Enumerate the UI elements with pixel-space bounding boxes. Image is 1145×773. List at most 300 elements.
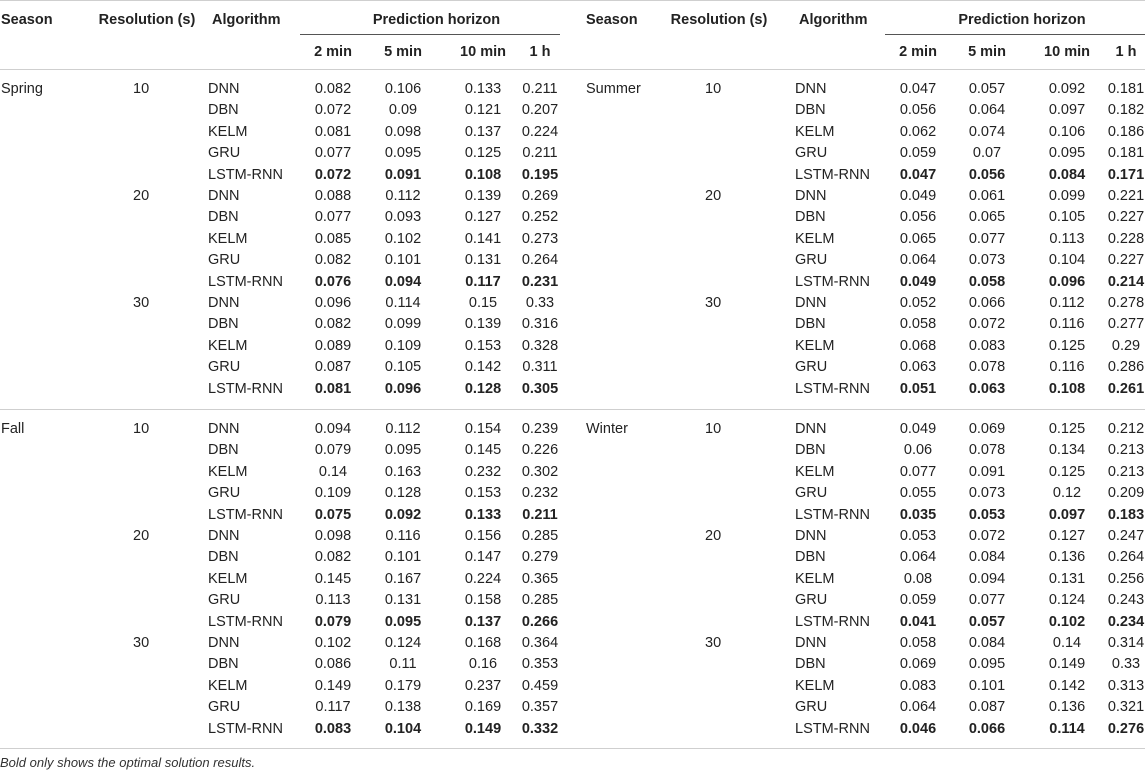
metric-value: 0.064	[899, 549, 937, 566]
metric-value: 0.064	[968, 102, 1006, 119]
metric-value: 0.183	[1107, 506, 1145, 523]
metric-value: 0.182	[1107, 102, 1145, 119]
metric-value: 0.049	[899, 421, 937, 437]
metric-value: 0.124	[1048, 592, 1086, 609]
metric-value: 0.237	[464, 677, 502, 694]
metric-value: 0.221	[1107, 188, 1145, 204]
resolution-value: 30	[705, 295, 722, 311]
metric-value: 0.302	[521, 463, 559, 480]
algorithm-name: DNN	[795, 421, 827, 437]
algorithm-name: KELM	[795, 677, 835, 694]
metric-value: 0.066	[968, 720, 1006, 737]
metric-value: 0.112	[1049, 295, 1085, 311]
algorithm-name: GRU	[795, 252, 828, 269]
metric-value: 0.285	[521, 528, 559, 544]
header-season: Season	[586, 12, 638, 28]
metric-value: 0.099	[384, 316, 422, 333]
metric-value: 0.231	[521, 273, 559, 290]
metric-value: 0.33	[525, 295, 555, 311]
metric-value: 0.353	[521, 656, 559, 673]
algorithm-name: LSTM-RNN	[795, 273, 870, 290]
metric-value: 0.186	[1107, 123, 1145, 140]
metric-value: 0.035	[899, 506, 937, 523]
metric-value: 0.153	[464, 337, 502, 354]
metric-value: 0.314	[1107, 635, 1145, 651]
metric-value: 0.211	[522, 145, 558, 162]
metric-value: 0.227	[1107, 209, 1145, 226]
metric-value: 0.079	[314, 442, 352, 459]
metric-value: 0.079	[314, 613, 352, 630]
metric-value: 0.16	[468, 656, 498, 673]
metric-value: 0.113	[315, 592, 351, 609]
metric-value: 0.077	[314, 209, 352, 226]
metric-value: 0.14	[1052, 635, 1082, 651]
algorithm-name: DBN	[795, 316, 826, 333]
metric-value: 0.131	[1048, 570, 1086, 587]
metric-value: 0.078	[968, 359, 1006, 376]
algorithm-name: GRU	[208, 359, 241, 376]
metric-value: 0.106	[384, 81, 422, 97]
algorithm-name: DNN	[208, 528, 240, 544]
metric-value: 0.104	[1048, 252, 1086, 269]
metric-value: 0.168	[464, 635, 502, 651]
algorithm-name: KELM	[208, 230, 248, 247]
metric-value: 0.138	[384, 699, 422, 716]
metric-value: 0.057	[968, 613, 1006, 630]
metric-value: 0.125	[464, 145, 502, 162]
metric-value: 0.252	[521, 209, 559, 226]
algorithm-name: DBN	[795, 209, 826, 226]
algorithm-name: LSTM-RNN	[208, 613, 283, 630]
metric-value: 0.134	[1048, 442, 1086, 459]
metric-value: 0.069	[899, 656, 937, 673]
header-resolution: Resolution (s)	[98, 12, 196, 28]
header-prediction-horizon: Prediction horizon	[958, 12, 1086, 28]
header-horizon: 5 min	[968, 44, 1006, 60]
header-horizon: 2 min	[899, 44, 937, 60]
algorithm-name: KELM	[795, 570, 835, 587]
algorithm-name: GRU	[795, 592, 828, 609]
metric-value: 0.061	[968, 188, 1006, 204]
metric-value: 0.224	[521, 123, 559, 140]
metric-value: 0.12	[1052, 485, 1082, 502]
algorithm-name: LSTM-RNN	[795, 380, 870, 397]
algorithm-name: LSTM-RNN	[208, 380, 283, 397]
header-horizon: 10 min	[460, 44, 506, 60]
metric-value: 0.117	[315, 699, 351, 716]
metric-value: 0.167	[384, 570, 422, 587]
metric-value: 0.053	[968, 506, 1006, 523]
metric-value: 0.101	[384, 549, 422, 566]
metric-value: 0.095	[384, 145, 422, 162]
algorithm-name: DNN	[795, 295, 827, 311]
resolution-value: 10	[705, 81, 722, 97]
algorithm-name: DNN	[208, 295, 240, 311]
metric-value: 0.121	[464, 102, 502, 119]
algorithm-name: KELM	[208, 463, 248, 480]
metric-value: 0.102	[314, 635, 352, 651]
metric-value: 0.212	[1107, 421, 1145, 437]
metric-value: 0.114	[1049, 720, 1085, 737]
metric-value: 0.097	[1048, 102, 1086, 119]
metric-value: 0.156	[464, 528, 502, 544]
metric-value: 0.096	[314, 295, 352, 311]
metric-value: 0.116	[1049, 316, 1085, 333]
algorithm-name: DNN	[795, 635, 827, 651]
metric-value: 0.064	[899, 699, 937, 716]
metric-value: 0.075	[314, 506, 352, 523]
metric-value: 0.145	[464, 442, 502, 459]
metric-value: 0.074	[968, 123, 1006, 140]
metric-value: 0.046	[899, 720, 937, 737]
metric-value: 0.127	[464, 209, 502, 226]
metric-value: 0.053	[899, 528, 937, 544]
header-horizon: 10 min	[1044, 44, 1090, 60]
metric-value: 0.095	[968, 656, 1006, 673]
metric-value: 0.087	[968, 699, 1006, 716]
metric-value: 0.087	[314, 359, 352, 376]
algorithm-name: DBN	[208, 442, 239, 459]
metric-value: 0.234	[1107, 613, 1145, 630]
metric-value: 0.128	[384, 485, 422, 502]
metric-value: 0.084	[968, 549, 1006, 566]
algorithm-name: KELM	[208, 677, 248, 694]
metric-value: 0.108	[1048, 380, 1086, 397]
resolution-value: 20	[133, 188, 150, 204]
metric-value: 0.332	[521, 720, 559, 737]
algorithm-name: GRU	[208, 699, 241, 716]
algorithm-name: LSTM-RNN	[208, 720, 283, 737]
metric-value: 0.149	[1048, 656, 1086, 673]
metric-value: 0.286	[1107, 359, 1145, 376]
algorithm-name: LSTM-RNN	[208, 273, 283, 290]
metric-value: 0.096	[384, 380, 422, 397]
algorithm-name: LSTM-RNN	[208, 506, 283, 523]
metric-value: 0.311	[522, 359, 558, 376]
metric-value: 0.114	[385, 295, 421, 311]
horizon-underline-right	[885, 34, 1145, 35]
metric-value: 0.278	[1107, 295, 1145, 311]
metric-value: 0.211	[522, 506, 558, 523]
metric-value: 0.077	[968, 592, 1006, 609]
metric-value: 0.083	[968, 337, 1006, 354]
algorithm-name: DBN	[795, 656, 826, 673]
footnote: Bold only shows the optimal solution results.	[0, 755, 256, 770]
metric-value: 0.305	[521, 380, 559, 397]
metric-value: 0.07	[972, 145, 1002, 162]
metric-value: 0.056	[968, 166, 1006, 183]
metric-value: 0.285	[521, 592, 559, 609]
metric-value: 0.169	[464, 699, 502, 716]
metric-value: 0.211	[522, 81, 558, 97]
header-bottom-rule	[0, 69, 1145, 70]
metric-value: 0.041	[899, 613, 937, 630]
metric-value: 0.232	[521, 485, 559, 502]
metric-value: 0.228	[1107, 230, 1145, 247]
metric-value: 0.224	[464, 570, 502, 587]
header-season: Season	[1, 12, 53, 28]
metric-value: 0.243	[1107, 592, 1145, 609]
resolution-value: 10	[133, 81, 150, 97]
metric-value: 0.128	[464, 380, 502, 397]
metric-value: 0.15	[468, 295, 498, 311]
metric-value: 0.29	[1111, 337, 1141, 354]
metric-value: 0.063	[968, 380, 1006, 397]
metric-value: 0.276	[1107, 720, 1145, 737]
horizon-underline-left	[300, 34, 560, 35]
metric-value: 0.357	[521, 699, 559, 716]
metric-value: 0.092	[1048, 81, 1086, 97]
metric-value: 0.137	[464, 613, 502, 630]
metric-value: 0.084	[968, 635, 1006, 651]
metric-value: 0.047	[899, 81, 937, 97]
metric-value: 0.068	[899, 337, 937, 354]
metric-value: 0.102	[1048, 613, 1086, 630]
metric-value: 0.214	[1107, 273, 1145, 290]
metric-value: 0.081	[314, 380, 352, 397]
metric-value: 0.076	[314, 273, 352, 290]
algorithm-name: LSTM-RNN	[208, 166, 283, 183]
metric-value: 0.098	[314, 528, 352, 544]
metric-value: 0.064	[899, 252, 937, 269]
metric-value: 0.062	[899, 123, 937, 140]
metric-value: 0.207	[521, 102, 559, 119]
metric-value: 0.136	[1048, 549, 1086, 566]
metric-value: 0.316	[521, 316, 559, 333]
algorithm-name: DNN	[795, 81, 827, 97]
metric-value: 0.049	[899, 188, 937, 204]
metric-value: 0.094	[384, 273, 422, 290]
algorithm-name: KELM	[208, 570, 248, 587]
metric-value: 0.082	[314, 549, 352, 566]
metric-value: 0.195	[521, 166, 559, 183]
metric-value: 0.171	[1107, 166, 1145, 183]
metric-value: 0.06	[903, 442, 933, 459]
metric-value: 0.269	[521, 188, 559, 204]
metric-value: 0.142	[464, 359, 502, 376]
top-rule	[0, 0, 1145, 1]
metric-value: 0.091	[968, 463, 1006, 480]
metric-value: 0.264	[521, 252, 559, 269]
resolution-value: 10	[705, 421, 722, 437]
metric-value: 0.093	[384, 209, 422, 226]
algorithm-name: KELM	[795, 123, 835, 140]
metric-value: 0.056	[899, 102, 937, 119]
algorithm-name: DNN	[208, 81, 240, 97]
metric-value: 0.179	[384, 677, 422, 694]
metric-value: 0.072	[314, 166, 352, 183]
algorithm-name: DBN	[208, 209, 239, 226]
metric-value: 0.321	[1107, 699, 1145, 716]
season-label: Fall	[1, 421, 25, 437]
metric-value: 0.072	[968, 316, 1006, 333]
algorithm-name: GRU	[795, 145, 828, 162]
season-label: Summer	[586, 81, 641, 97]
metric-value: 0.094	[968, 570, 1006, 587]
algorithm-name: GRU	[795, 699, 828, 716]
metric-value: 0.081	[314, 123, 352, 140]
metric-value: 0.277	[1107, 316, 1145, 333]
metric-value: 0.145	[314, 570, 352, 587]
algorithm-name: DBN	[795, 102, 826, 119]
metric-value: 0.099	[1048, 188, 1086, 204]
algorithm-name: DBN	[208, 102, 239, 119]
algorithm-name: DBN	[208, 316, 239, 333]
metric-value: 0.125	[1048, 421, 1086, 437]
metric-value: 0.139	[464, 316, 502, 333]
metric-value: 0.147	[464, 549, 502, 566]
metric-value: 0.131	[464, 252, 502, 269]
metric-value: 0.125	[1048, 463, 1086, 480]
metric-value: 0.082	[314, 252, 352, 269]
metric-value: 0.056	[899, 209, 937, 226]
metric-value: 0.149	[314, 677, 352, 694]
algorithm-name: LSTM-RNN	[795, 506, 870, 523]
table-bottom-rule	[0, 748, 1145, 749]
metric-value: 0.213	[1107, 442, 1145, 459]
header-horizon: 1 h	[529, 44, 551, 60]
algorithm-name: KELM	[795, 337, 835, 354]
metric-value: 0.133	[464, 506, 502, 523]
metric-value: 0.083	[899, 677, 937, 694]
metric-value: 0.163	[384, 463, 422, 480]
metric-value: 0.095	[1048, 145, 1086, 162]
algorithm-name: DBN	[795, 442, 826, 459]
metric-value: 0.112	[385, 188, 421, 204]
algorithm-name: GRU	[208, 252, 241, 269]
metric-value: 0.213	[1107, 463, 1145, 480]
metric-value: 0.083	[314, 720, 352, 737]
metric-value: 0.078	[968, 442, 1006, 459]
metric-value: 0.08	[903, 570, 933, 587]
algorithm-name: GRU	[208, 592, 241, 609]
resolution-value: 30	[705, 635, 722, 651]
metric-value: 0.082	[314, 316, 352, 333]
metric-value: 0.266	[521, 613, 559, 630]
resolution-value: 30	[133, 295, 150, 311]
header-horizon: 5 min	[384, 44, 422, 60]
metric-value: 0.092	[384, 506, 422, 523]
metric-value: 0.047	[899, 166, 937, 183]
metric-value: 0.226	[521, 442, 559, 459]
metric-value: 0.141	[464, 230, 502, 247]
resolution-value: 20	[705, 528, 722, 544]
metric-value: 0.113	[1049, 230, 1085, 247]
metric-value: 0.279	[521, 549, 559, 566]
metric-value: 0.227	[1107, 252, 1145, 269]
metric-value: 0.153	[464, 485, 502, 502]
metric-value: 0.086	[314, 656, 352, 673]
season-label: Winter	[586, 421, 628, 437]
metric-value: 0.117	[465, 273, 501, 290]
metric-value: 0.109	[314, 485, 352, 502]
metric-value: 0.14	[318, 463, 348, 480]
header-horizon: 2 min	[314, 44, 352, 60]
metric-value: 0.149	[464, 720, 502, 737]
metric-value: 0.273	[521, 230, 559, 247]
metric-value: 0.052	[899, 295, 937, 311]
metric-value: 0.098	[384, 123, 422, 140]
metric-value: 0.264	[1107, 549, 1145, 566]
season-label: Spring	[1, 81, 43, 97]
metric-value: 0.096	[1048, 273, 1086, 290]
metric-value: 0.065	[899, 230, 937, 247]
metric-value: 0.066	[968, 295, 1006, 311]
block-divider-rule	[0, 409, 1145, 410]
metric-value: 0.072	[968, 528, 1006, 544]
metric-value: 0.09	[388, 102, 418, 119]
algorithm-name: KELM	[795, 463, 835, 480]
metric-value: 0.109	[384, 337, 422, 354]
metric-value: 0.059	[899, 592, 937, 609]
algorithm-name: DNN	[208, 421, 240, 437]
header-prediction-horizon: Prediction horizon	[372, 12, 501, 28]
metric-value: 0.077	[899, 463, 937, 480]
metric-value: 0.102	[384, 230, 422, 247]
metric-value: 0.088	[314, 188, 352, 204]
algorithm-name: DNN	[795, 188, 827, 204]
algorithm-name: DBN	[208, 549, 239, 566]
metric-value: 0.116	[1049, 359, 1085, 376]
metric-value: 0.181	[1107, 145, 1145, 162]
header-horizon: 1 h	[1115, 44, 1137, 60]
metric-value: 0.256	[1107, 570, 1145, 587]
metric-value: 0.105	[384, 359, 422, 376]
metric-value: 0.137	[464, 123, 502, 140]
metric-value: 0.33	[1111, 656, 1141, 673]
metric-value: 0.105	[1048, 209, 1086, 226]
metric-value: 0.095	[384, 613, 422, 630]
resolution-value: 30	[133, 635, 150, 651]
metric-value: 0.095	[384, 442, 422, 459]
metric-value: 0.049	[899, 273, 937, 290]
metric-value: 0.058	[899, 316, 937, 333]
algorithm-name: GRU	[795, 359, 828, 376]
algorithm-name: LSTM-RNN	[795, 166, 870, 183]
metric-value: 0.063	[899, 359, 937, 376]
algorithm-name: DNN	[208, 188, 240, 204]
algorithm-name: DBN	[795, 549, 826, 566]
metric-value: 0.059	[899, 145, 937, 162]
metric-value: 0.082	[314, 81, 352, 97]
algorithm-name: DNN	[208, 635, 240, 651]
metric-value: 0.239	[521, 421, 559, 437]
resolution-value: 20	[133, 528, 150, 544]
metric-value: 0.072	[314, 102, 352, 119]
algorithm-name: LSTM-RNN	[795, 720, 870, 737]
metric-value: 0.364	[521, 635, 559, 651]
metric-value: 0.057	[968, 81, 1006, 97]
metric-value: 0.232	[464, 463, 502, 480]
algorithm-name: GRU	[208, 145, 241, 162]
metric-value: 0.125	[1048, 337, 1086, 354]
metric-value: 0.106	[1048, 123, 1086, 140]
metric-value: 0.181	[1107, 81, 1145, 97]
metric-value: 0.136	[1048, 699, 1086, 716]
metric-value: 0.101	[384, 252, 422, 269]
metric-value: 0.313	[1107, 677, 1145, 694]
resolution-value: 20	[705, 188, 722, 204]
metric-value: 0.094	[314, 421, 352, 437]
metric-value: 0.084	[1048, 166, 1086, 183]
metric-value: 0.073	[968, 252, 1006, 269]
metric-value: 0.127	[1048, 528, 1086, 544]
metric-value: 0.085	[314, 230, 352, 247]
metric-value: 0.097	[1048, 506, 1086, 523]
metric-value: 0.091	[384, 166, 422, 183]
algorithm-name: KELM	[208, 123, 248, 140]
algorithm-name: KELM	[795, 230, 835, 247]
